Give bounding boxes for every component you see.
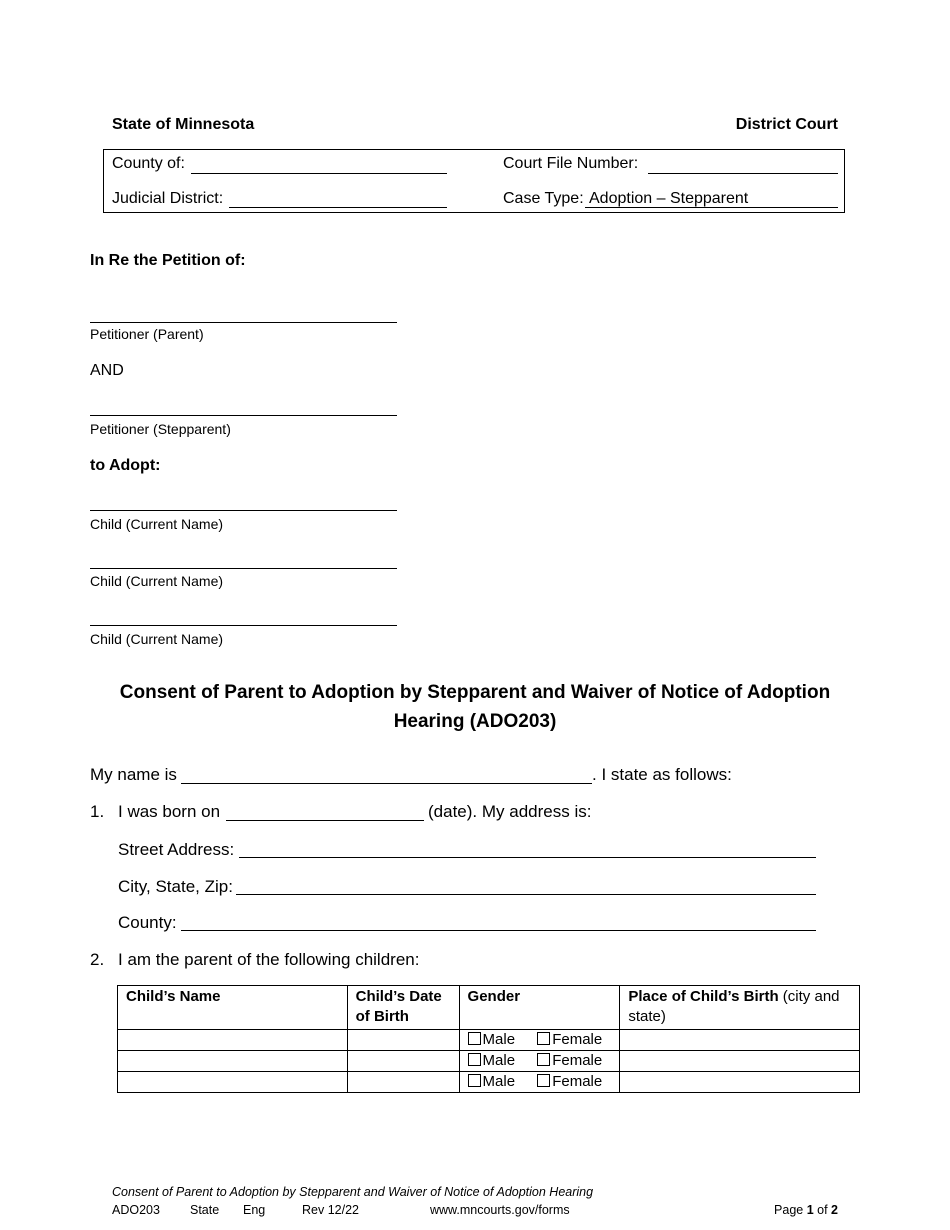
child-dob-cell[interactable] [347, 1072, 459, 1093]
page-total: 2 [831, 1203, 838, 1217]
male-label: Male [482, 1073, 516, 1090]
female-label: Female [552, 1031, 603, 1048]
place-of-birth-cell[interactable] [620, 1030, 860, 1051]
state-label: State of Minnesota [112, 116, 255, 133]
date-address-label: (date). My address is: [428, 802, 592, 821]
children-table [117, 985, 860, 1093]
table-row [118, 1072, 860, 1093]
col-child-name [118, 986, 348, 1030]
child-name-field-3[interactable] [90, 625, 397, 626]
col-child-dob-line-1: Child’s Date [355, 988, 442, 1005]
table-row [118, 1030, 860, 1051]
petitioner-parent-label: Petitioner (Parent) [90, 326, 204, 342]
child-name-label-3: Child (Current Name) [90, 631, 224, 647]
county-label-body: County: [118, 913, 177, 932]
in-re-label: In Re the Petition of: [90, 252, 246, 269]
female-label: Female [552, 1073, 603, 1090]
county-field-body[interactable] [181, 930, 816, 931]
child-dob-cell[interactable] [347, 1030, 459, 1051]
street-address-label: Street Address: [118, 840, 235, 859]
child-name-cell[interactable] [118, 1030, 348, 1051]
born-on-label: I was born on [118, 802, 221, 821]
judicial-district-label: Judicial District: [112, 190, 224, 207]
col-place-bold: Place of Child’s Birth [628, 988, 779, 1005]
place-of-birth-cell[interactable] [620, 1072, 860, 1093]
document-title-line-2: Hearing (ADO203) [393, 711, 557, 732]
male-checkbox[interactable] [468, 1053, 481, 1066]
table-row [118, 1051, 860, 1072]
page-current: 1 [806, 1203, 814, 1217]
court-file-field[interactable] [648, 173, 838, 174]
document-title [90, 678, 860, 736]
footer-revision: Rev 12/22 [302, 1203, 359, 1217]
page-of: of [813, 1203, 832, 1217]
gender-cell [459, 1030, 620, 1051]
child-name-cell[interactable] [118, 1072, 348, 1093]
male-label: Male [482, 1031, 516, 1048]
page-prefix: Page [774, 1203, 807, 1217]
document-title-line-1: Consent of Parent to Adoption by Stepparent and Waiver of Notice of Adoption [119, 682, 831, 703]
child-name-cell[interactable] [118, 1051, 348, 1072]
child-name-label-2: Child (Current Name) [90, 573, 224, 589]
item-1-number: 1. [90, 802, 105, 821]
court-file-label: Court File Number: [503, 155, 639, 172]
court-label: District Court [735, 116, 838, 133]
children-table-header [118, 986, 860, 1030]
female-checkbox[interactable] [537, 1053, 550, 1066]
item-2-number: 2. [90, 950, 105, 969]
county-field[interactable] [191, 173, 447, 174]
to-adopt-label: to Adopt: [90, 457, 161, 474]
footer-url[interactable]: www.mncourts.gov/forms [430, 1203, 570, 1217]
male-checkbox[interactable] [468, 1074, 481, 1087]
female-label: Female [552, 1052, 603, 1069]
female-checkbox[interactable] [537, 1032, 550, 1045]
male-label: Male [482, 1052, 516, 1069]
female-checkbox[interactable] [537, 1074, 550, 1087]
judicial-district-field[interactable] [229, 207, 447, 208]
county-label: County of: [112, 155, 185, 172]
state-as-follows-label: . I state as follows: [592, 765, 732, 784]
child-dob-cell[interactable] [347, 1051, 459, 1072]
col-child-dob [347, 986, 459, 1030]
footer-jurisdiction: State [190, 1203, 220, 1217]
footer-page-number [774, 1203, 838, 1217]
col-place-of-birth [620, 986, 860, 1030]
case-type-underline [585, 207, 838, 208]
gender-cell [459, 1072, 620, 1093]
petitioner-stepparent-field[interactable] [90, 415, 397, 416]
my-name-label: My name is [90, 765, 177, 784]
case-type-label: Case Type: [503, 190, 584, 207]
male-checkbox[interactable] [468, 1032, 481, 1045]
and-label: AND [90, 362, 124, 379]
birth-date-field[interactable] [226, 820, 424, 821]
col-gender [459, 986, 620, 1030]
my-name-field[interactable] [181, 783, 592, 784]
col-child-dob-line-2: of Birth [355, 1008, 409, 1025]
col-gender-text: Gender [467, 988, 521, 1005]
col-place-rest: (city and state) [628, 988, 840, 1025]
city-state-zip-label: City, State, Zip: [118, 877, 233, 896]
footer-language: Eng [243, 1203, 266, 1217]
child-name-label-1: Child (Current Name) [90, 516, 224, 532]
case-type-value: Adoption – Stepparent [589, 190, 749, 207]
child-name-field-2[interactable] [90, 568, 397, 569]
footer-form-title: Consent of Parent to Adoption by Stepparent and Waiver of Notice of Adoption Hearing [112, 1185, 594, 1199]
city-state-zip-field[interactable] [236, 894, 816, 895]
place-of-birth-cell[interactable] [620, 1051, 860, 1072]
petitioner-parent-field[interactable] [90, 322, 397, 323]
petitioner-stepparent-label: Petitioner (Stepparent) [90, 421, 231, 437]
parent-of-label: I am the parent of the following children: [118, 950, 420, 969]
gender-cell [459, 1051, 620, 1072]
col-child-name-text: Child’s Name [126, 988, 221, 1005]
street-address-field[interactable] [239, 857, 816, 858]
child-name-field-1[interactable] [90, 510, 397, 511]
footer-code: ADO203 [112, 1203, 160, 1217]
